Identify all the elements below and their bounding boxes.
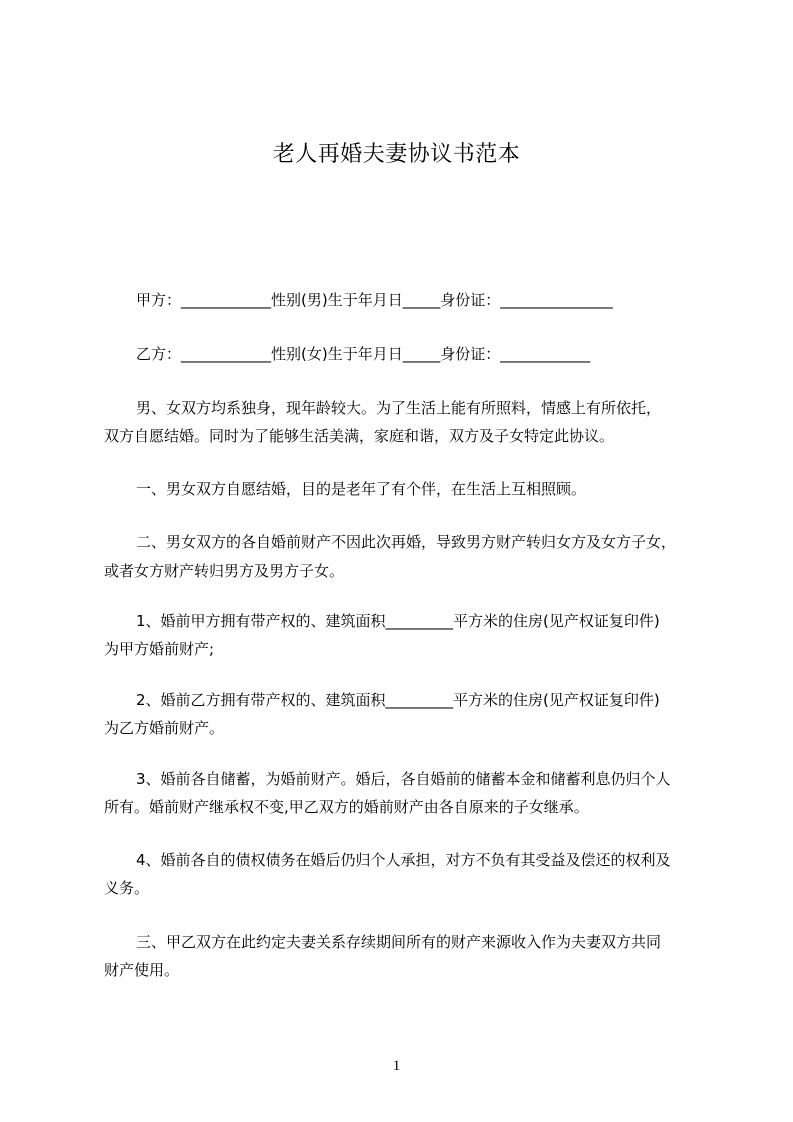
item-4-line-2: 义务。	[104, 879, 150, 897]
clause-3-line-2: 财产使用。	[104, 961, 180, 979]
party-b-line: 乙方：____________性别(女)生于年月日_____身份证：____________	[136, 345, 591, 363]
intro-paragraph-line-2: 双方自愿结婚。同时为了能够生活美满，家庭和谐，双方及子女特定此协议。	[104, 427, 615, 445]
page-number: 1	[392, 1058, 401, 1074]
document-title: 老人再婚夫妻协议书范本	[272, 142, 521, 167]
item-2-line-1: 2、婚前乙方拥有带产权的、建筑面积_________平方米的住房(见产权证复印件)	[136, 691, 660, 709]
item-2-line-2: 为乙方婚前财产。	[104, 719, 225, 737]
item-3-line-1: 3、婚前各自储蓄，为婚前财产。婚后，各自婚前的储蓄本金和储蓄利息仍归个人	[136, 770, 671, 788]
clause-3-line-1: 三、甲乙双方在此约定夫妻关系存续期间所有的财产来源收入作为夫妻双方共同	[136, 933, 662, 951]
clause-2-line-1: 二、男女双方的各自婚前财产不因此次再婚，导致男方财产转归女方及女方子女，	[136, 533, 677, 551]
item-1-line-2: 为甲方婚前财产;	[104, 640, 215, 658]
intro-paragraph-line-1: 男、女双方均系独身，现年龄较大。为了生活上能有所照料，情感上有所依托，	[136, 399, 662, 417]
item-3-line-2: 所有。婚前财产继承权不变,甲乙双方的婚前财产由各自原来的子女继承。	[104, 798, 589, 816]
item-1-line-1: 1、婚前甲方拥有带产权的、建筑面积_________平方米的住房(见产权证复印件)	[136, 612, 660, 630]
party-a-line: 甲方：____________性别(男)生于年月日_____身份证：_______________	[136, 291, 613, 309]
item-4-line-1: 4、婚前各自的债权债务在婚后仍归个人承担，对方不负有其受益及偿还的权利及	[136, 851, 671, 869]
clause-1: 一、男女双方自愿结婚，目的是老年了有个伴，在生活上互相照顾。	[136, 480, 587, 498]
clause-2-line-2: 或者女方财产转归男方及男方子女。	[104, 562, 345, 580]
